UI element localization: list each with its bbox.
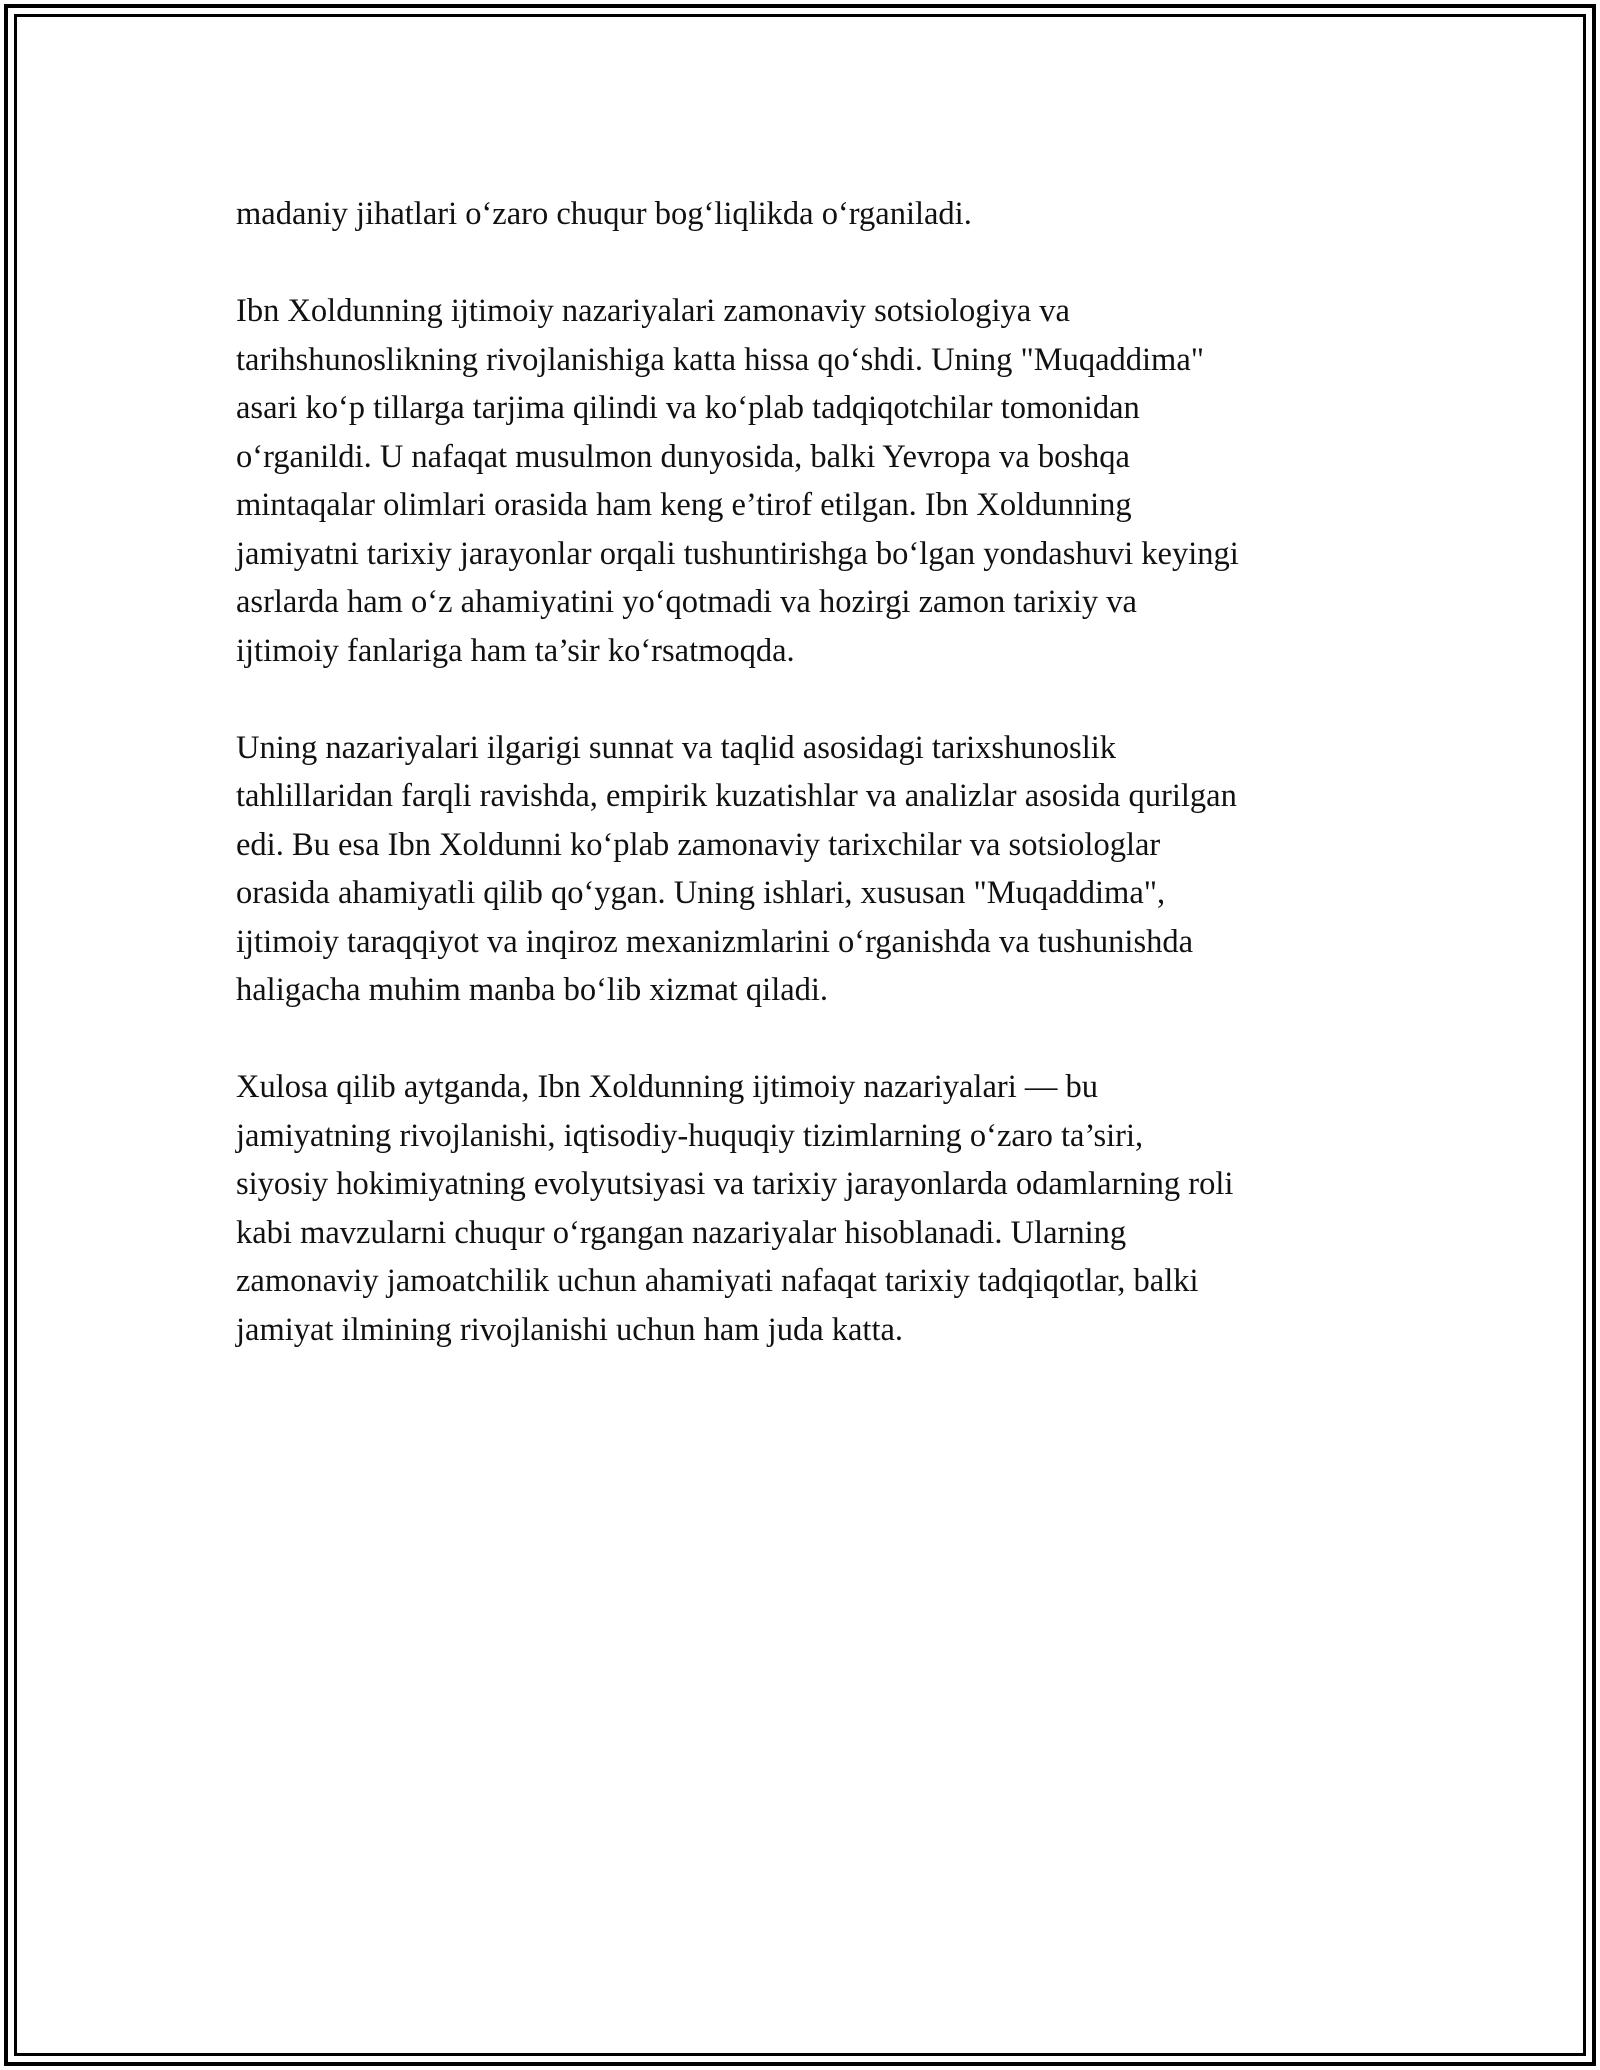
paragraph bbox=[236, 287, 1396, 675]
text-line: jamiyatni tarixiy jarayonlar orqali tushuntirishga bo‘lgan yondashuvi keyingi bbox=[236, 535, 1239, 572]
text-line: Ibn Xoldunning ijtimoiy nazariyalari zamonaviy sotsiologiya va bbox=[236, 293, 1070, 329]
text-line: haligacha muhim manba bo‘lib xizmat qiladi. bbox=[236, 972, 829, 1008]
text-line: ijtimoiy fanlariga ham ta’sir ko‘rsatmoqda. bbox=[236, 632, 795, 669]
paragraph bbox=[236, 1063, 1396, 1354]
text-line: asrlarda ham o‘z ahamiyatini yo‘qotmadi va hozirgi zamon tarixiy va bbox=[236, 584, 1137, 620]
text-line: kabi mavzularni chuqur o‘rgangan nazariyalar hisoblanadi. Ularning bbox=[236, 1214, 1127, 1251]
text-line: mintaqalar olimlari orasida ham keng e’tirof etilgan. Ibn Xoldunning bbox=[236, 487, 1132, 523]
text-line: o‘rganildi. U nafaqat musulmon dunyosida, balki Yevropa va boshqa bbox=[236, 438, 1130, 475]
text-line: jamiyatning rivojlanishi, iqtisodiy-huquqiy tizimlarning o‘zaro ta’siri, bbox=[236, 1117, 1144, 1154]
text-line: asari ko‘p tillarga tarjima qilindi va ko‘plab tadqiqotchilar tomonidan bbox=[236, 390, 1140, 426]
text-line: jamiyat ilmining rivojlanishi uchun ham juda katta. bbox=[236, 1311, 904, 1348]
text-line: Xulosa qilib aytganda, Ibn Xoldunning ijtimoiy nazariyalari — bu bbox=[236, 1069, 1098, 1105]
text-line: ijtimoiy taraqqiyot va inqiroz mexanizmlarini o‘rganishda va tushunishda bbox=[236, 923, 1194, 960]
paragraph bbox=[236, 190, 1396, 239]
text-line: edi. Bu esa Ibn Xoldunni ko‘plab zamonaviy tarixchilar va sotsiologlar bbox=[236, 826, 1161, 863]
paragraph bbox=[236, 724, 1396, 1015]
text-line: madaniy jihatlari o‘zaro chuqur bog‘liqlikda o‘rganiladi. bbox=[236, 196, 972, 232]
text-line: Uning nazariyalari ilgarigi sunnat va taqlid asosidagi tarixshunoslik bbox=[236, 729, 1117, 766]
text-line: tahlillaridan farqli ravishda, empirik kuzatishlar va analizlar asosida qurilgan bbox=[236, 778, 1237, 814]
text-line: tarihshunoslikning rivojlanishiga katta hissa qo‘shdi. Uning "Muqaddima" bbox=[236, 341, 1205, 378]
text-line: zamonaviy jamoatchilik uchun ahamiyati nafaqat tarixiy tadqiqotlar, balki bbox=[236, 1263, 1199, 1299]
text-line: orasida ahamiyatli qilib qo‘ygan. Uning ishlari, xususan "Muqaddima", bbox=[236, 875, 1166, 911]
text-line: siyosiy hokimiyatning evolyutsiyasi va tarixiy jarayonlarda odamlarning roli bbox=[236, 1166, 1234, 1202]
document-body bbox=[236, 190, 1396, 1403]
